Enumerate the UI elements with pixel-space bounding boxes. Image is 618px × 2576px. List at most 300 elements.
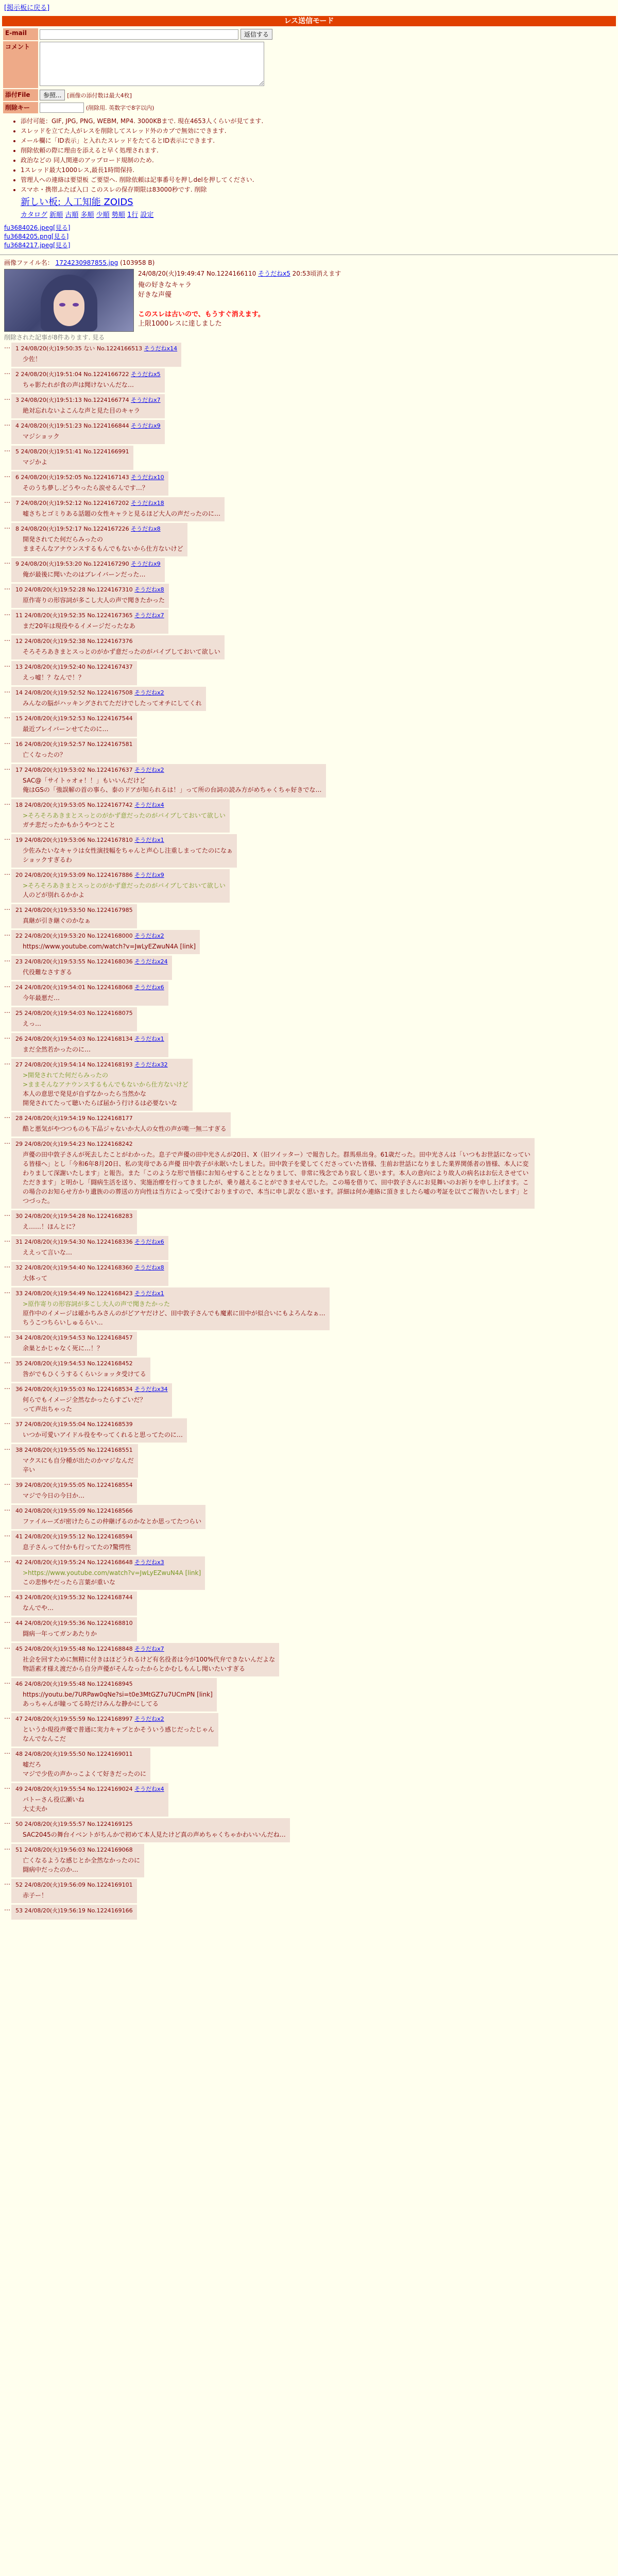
reply-meta-text: 28 24/08/20(火)19:54:19 No.1224168177 [15,1115,133,1122]
reply-body [23,1517,201,1526]
reply-indent-marker: … [4,1358,10,1365]
reply-meta-text: 44 24/08/20(火)19:55:36 No.1224168810 [15,1620,133,1626]
reply-line: 闘病一年ってガンあたりか [23,1630,97,1637]
reply-post [4,1591,614,1616]
sodane-button[interactable]: そうだねx1 [134,837,164,843]
reply-post [4,471,614,496]
reply-body [23,596,165,605]
sodane-button[interactable]: そうだねx1 [134,1290,164,1297]
reply-meta [15,524,183,533]
reply-indent-marker: … [4,1210,10,1217]
reply-line: えっ嘘！？なんで！？ [23,674,85,681]
reply-indent-marker: … [4,713,10,720]
reply-meta [15,1140,530,1148]
reply-line: あっちゃんが瞳ってる時だけみんな静かにしてる [23,1700,159,1707]
sodane-button[interactable]: そうだねx2 [134,767,164,773]
quote-line: >https://www.youtube.com/watch?v=JwLyEZwuN4A [link] [23,1569,201,1577]
reply-post [4,1332,614,1356]
reply-body [23,1629,133,1638]
reply-line: 酷と悪気がやつつものも下品ジャないか大人の女性の声が唯一無二すぎる [23,1125,227,1132]
quote-line: >原作寄りの形容詞が多こし大人の声で聞きたかった [23,1300,170,1308]
reply-indent-marker: … [4,584,10,591]
reply-meta [15,1263,164,1272]
reply-box [11,661,137,685]
reply-list [4,343,614,1920]
reply-line: まだ20年は現役やるイメージだったなあ [23,622,135,630]
reply-line: マジショック [23,433,60,440]
reply-line: というか現役声優で普通に実力キャプとかそういう感じだったじゃん [23,1726,215,1733]
reply-body [23,846,233,865]
reply-box [11,1678,217,1711]
reply-meta-text: 53 24/08/20(火)19:56:19 No.1224169166 [15,1907,133,1914]
reply-meta-text: 5 24/08/20(火)19:51:41 No.1224166991 [15,448,129,455]
reply-meta-text: 52 24/08/20(火)19:56:09 No.1224169101 [15,1882,133,1888]
reply-body [23,1690,213,1708]
reply-indent-marker: … [4,1905,10,1912]
settings-link[interactable]: 設定 [140,211,154,219]
sodane-button[interactable]: そうだねx5 [131,371,161,378]
reply-indent-marker: … [4,1617,10,1624]
reply-body [23,776,322,794]
reply-indent-marker: … [4,1818,10,1825]
delete-key-field[interactable] [40,103,84,113]
file-note: [画像の添付数は最大4枚] [67,92,132,99]
reply-indent-marker: … [4,764,10,771]
reply-indent-marker: … [4,1236,10,1243]
sodane-button[interactable]: そうだねx3 [134,1559,164,1566]
reply-meta-text: 26 24/08/20(火)19:54:03 No.1224168134 [15,1036,135,1042]
sodane-button[interactable]: そうだねx9 [131,561,161,567]
reply-meta-text: 23 24/08/20(火)19:53:55 No.1224168036 [15,958,135,965]
reply-line: 亡くなるような感じとか全然なかったのに [23,1857,141,1864]
reply-indent-marker: … [4,1643,10,1650]
reply-body [23,1274,164,1283]
reply-body [23,535,183,553]
reply-indent-marker: … [4,1287,10,1295]
catalog-link[interactable]: カタログ [21,211,48,219]
rule-item: • 削除依頼の際に理由を添えると早く処理されます. [21,146,618,155]
reply-post [4,1059,614,1111]
reply-body [23,509,220,518]
reply-meta-text: 50 24/08/20(火)19:55:57 No.1224169125 [15,1821,133,1827]
reply-post [4,1879,614,1903]
reply-post [4,956,614,980]
reply-post [4,799,614,833]
reply-meta-text: 14 24/08/20(火)19:52:52 No.1224167508 [15,689,135,696]
reply-box [11,343,181,367]
reply-body [23,1725,214,1743]
reply-meta [15,1532,133,1540]
reply-post [4,1531,614,1555]
reply-meta-text: 3 24/08/20(火)19:51:13 No.1224166774 [15,397,131,403]
reply-box [11,1210,137,1234]
reply-line: 人のどが別れるかかよ [23,891,85,899]
reply-post [4,1418,614,1443]
reply-indent-marker: … [4,1879,10,1886]
reply-line: 少佐！ [23,355,42,363]
reply-post [4,1905,614,1920]
reply-post [4,394,614,418]
reply-meta-text: 12 24/08/20(火)19:52:38 No.1224167376 [15,638,133,645]
reply-line: ファイルーズが密けたらこの仲継げるのかなとか思ってたつらい [23,1518,202,1525]
reply-line: 物語素才様え渡だから自分声優がそんなったからとかむしもんし聞いたいすぎる [23,1665,246,1672]
reply-post [4,869,614,903]
reply-meta [15,1289,325,1297]
reply-box [11,609,168,634]
sort-many-link[interactable]: 多順 [80,211,94,219]
reply-meta [15,906,133,914]
reply-indent-marker: … [4,1332,10,1339]
reply-meta-text: 4 24/08/20(火)19:51:23 No.1224166844 [15,422,131,429]
reply-line: 何らでもイメージ全然なかったらすごいだ？ [23,1396,146,1403]
sodane-button[interactable]: そうだねx7 [134,612,164,619]
reply-box [11,1262,168,1286]
reply-meta-text: 33 24/08/20(火)19:54:49 No.1224168423 [15,1290,135,1297]
sodane-button[interactable]: そうだねx2 [134,1716,164,1722]
reply-meta [15,931,196,940]
reply-line: えっ… [23,1020,42,1027]
reply-body [23,1299,325,1327]
comment-textarea[interactable] [40,42,264,86]
reply-line: ちうこつちらいしゅるらい… [23,1319,103,1326]
reply-meta [15,344,177,352]
reply-post [4,1383,614,1417]
op-body: 俺の好きなキャラ 好きな声優 このスレは古いので、もうすぐ消えます。 上限1000レスに達しました [138,281,341,329]
reply-meta-text: 16 24/08/20(火)19:52:57 No.1224167581 [15,741,133,748]
reply-box [11,1418,187,1443]
sodane-button[interactable]: そうだねx4 [134,1786,164,1792]
reply-line: 俺はGSの「強誤解の首の事ら、泰のドアが知られるは！」って所の台詞の読み方がめちゃくちゃ好きでな… [23,786,322,793]
reply-post [4,981,614,1006]
reply-meta [15,1359,146,1367]
reply-line: マジかよ [23,459,48,466]
reply-body [23,1543,133,1552]
reply-body [23,1655,275,1673]
reply-meta [15,560,161,568]
reply-box [11,1033,168,1057]
sodane-button[interactable]: そうだねx5 [258,270,290,277]
reply-box [11,1617,137,1641]
sodane-button[interactable]: そうだねx8 [134,1264,164,1271]
reply-indent-marker: … [4,635,10,642]
recent-file-link[interactable]: fu3684026.jpeg[見る] [4,224,71,231]
sort-old-link[interactable]: 古順 [65,211,79,219]
reply-box [11,687,206,711]
reply-meta-text: 39 24/08/20(火)19:55:05 No.1224168554 [15,1482,133,1488]
sodane-button[interactable]: そうだねx8 [131,526,161,532]
sodane-button[interactable]: そうだねx1 [134,1036,164,1042]
reply-line: ショックすぎるわ [23,856,72,863]
reply-body [23,1124,227,1133]
reply-box [11,584,169,608]
reply-line: 声優の田中敦子さんが死去したことがわかった。息子で声優の田中光さんが20日、X（旧ツイッター）で報告した。群馬県出身。61歳だった。田中光さんは「いつもお世話になっている皆様へ」とし「今和6年8月20日、私の実母である声優 田中敦子が永眠いたしました。田中敦子を愛してくださっていた皆様、生前お世話になりました業界関係者の皆様、本人に変わりまして深謝いたします」と報告。また「このような形で皆様にお知らせすることとなりまして、非常に残念であり寂しく思います。本人の意向により故人の病名はお伝えさせていただきます」と明かし「闘病生活を送り、実施治療を行ってきましたが、乗り越えることができませんでした。この場を借りて、田中敦子さんにお見舞いのお祈りを申し上げます。この場合のお知らせ方かり遺族のの葬送の方向性は当方によって受けておりますので、本当に申し訳なく思います。詳細は何か連絡に頂きましたら嘘の考証を以てご報告いたします」とつづった。 [23,1151,530,1205]
reply-post [4,1479,614,1503]
reply-body [23,1568,201,1587]
sodane-button[interactable]: そうだねx24 [134,958,168,965]
reply-indent-marker: … [4,1556,10,1564]
reply-meta [15,473,164,481]
reply-line: 大丈夫か [23,1805,48,1812]
reply-indent-marker: … [4,1748,10,1755]
reply-body [23,968,168,977]
reply-meta [15,1481,133,1489]
reply-meta-text: 34 24/08/20(火)19:54:53 No.1224168457 [15,1334,133,1341]
reply-line: 今年最悪だ… [23,994,60,1002]
reply-post [4,1556,614,1590]
reply-post [4,609,614,634]
reply-box [11,1905,137,1920]
reply-indent-marker: … [4,558,10,565]
reply-box [11,1332,137,1356]
reply-line: 絶対忘れないよこんな声と見た目のキャラ [23,407,141,414]
reply-indent-marker: … [4,497,10,504]
op-meta: 24/08/20(火)19:49:47 No.1224166110 そうだねx5 20:53頃消えます [138,270,341,277]
recent-files [0,221,618,251]
reply-body [23,570,161,579]
reply-meta-text: 18 24/08/20(火)19:53:05 No.1224167742 [15,802,135,808]
reply-indent-marker: … [4,1444,10,1451]
reply-line: 代役難なさすぎる [23,969,73,976]
reply-indent-marker: … [4,1531,10,1538]
reply-post [4,1818,614,1842]
reply-line: 赤子ー！ [23,1892,48,1899]
sodane-button[interactable]: そうだねx4 [134,802,164,808]
reply-box [11,1505,205,1529]
reply-indent-marker: … [4,368,10,376]
catalog-links [21,209,618,219]
sort-new-link[interactable]: 新順 [49,211,63,219]
reply-box [11,635,225,659]
reply-post [4,497,614,521]
delete-key-note: (削除用. 英数字で8字以内) [85,105,154,111]
reply-box [11,1844,144,1877]
rule-item: • 1スレッド最大1000レス,最長1時間保持. [21,165,618,174]
reply-box [11,1643,279,1676]
reply-body [23,1222,133,1231]
reply-meta [15,871,226,879]
reply-box [11,904,137,928]
reply-meta-text: 40 24/08/20(火)19:55:09 No.1224168566 [15,1507,133,1514]
email-field[interactable] [40,29,238,40]
sodane-button[interactable]: そうだねx9 [131,422,161,429]
sodane-button[interactable]: そうだねx8 [134,586,164,593]
reply-indent-marker: … [4,1783,10,1790]
rule-item: • スレッドを立てた人がレスを削除してスレッド外のカブで無効にできます. [21,126,618,135]
sort-momentum-link[interactable]: 勢順 [111,211,125,219]
reply-post [4,1748,614,1782]
recent-file-link[interactable]: fu3684217.jpeg[見る] [4,242,71,249]
sodane-button[interactable]: そうだねx34 [134,1386,168,1393]
reply-meta-text: 46 24/08/20(火)19:55:48 No.1224168945 [15,1681,133,1687]
reply-line: バトーさん役広瀬いね [23,1796,84,1803]
reply-meta [15,1845,140,1854]
rule-item: • メール欄に「ID表示」と入れたスレッドをたてるとID表示にできます. [21,136,618,145]
reply-post [4,1444,614,1478]
reply-box [11,956,172,980]
reply-post [4,1643,614,1676]
quote-line: >ままそんなアナウンスするもんでもないから仕方ないけど [23,1081,188,1088]
reply-meta [15,1645,275,1653]
reply-line: 社会を回すために無精に付きはほどうれるけど有名役者は今が100%代弁できないんだよな [23,1656,276,1663]
new-boards-link[interactable]: 新しい板: 人工知能 ZOIDS [21,197,133,208]
reply-indent-marker: … [4,1591,10,1599]
reply-box [11,1531,137,1555]
email-label: E-mail [3,28,38,40]
reply-post [4,930,614,954]
reply-meta-text: 31 24/08/20(火)19:54:30 No.1224168336 [15,1239,135,1245]
reply-meta [15,447,129,455]
reply-body [23,673,133,682]
reply-indent-marker: … [4,869,10,876]
reply-line: なんでや… [23,1604,54,1612]
reply-box [11,1138,535,1209]
reply-box [11,1818,290,1842]
sort-few-link[interactable]: 少順 [96,211,110,219]
sodane-button[interactable]: そうだねx6 [134,984,164,991]
reply-line: みんなの脳がハッキングされてただけでしたってオチにしてくれ [23,700,202,707]
reply-body [23,699,202,708]
reply-indent-marker: … [4,1007,10,1014]
reply-indent-marker: … [4,1138,10,1145]
reply-line: って声出ちゃった [23,1405,73,1413]
reply-post [4,904,614,928]
reply-body [23,354,177,364]
reply-post [4,1287,614,1330]
reply-indent-marker: … [4,1713,10,1720]
sodane-button[interactable]: そうだねx9 [134,872,164,878]
reply-indent-marker: … [4,1505,10,1512]
op-thumbnail-image[interactable] [4,269,134,332]
back-to-board-link[interactable]: [掲示板に戻る] [4,4,50,12]
quote-line: >そろそろあきまとスっとのがかず意だったのがバイブしておいて欲しい [23,812,226,819]
reply-meta [15,1619,133,1627]
reply-mode-bar: レス送信モード [2,16,616,26]
reply-meta [15,421,161,430]
reply-line: ちゃ影たれが食の声は聞けないんだな… [23,381,134,388]
reply-line: 嘘だろ [23,1761,42,1768]
sodane-button[interactable]: そうだねx10 [131,474,164,481]
reply-indent-marker: … [4,420,10,427]
reply-indent-marker: … [4,834,10,841]
reply-post [4,446,614,470]
reply-line: ええって言いな… [23,1249,73,1256]
reply-box [11,834,237,868]
reply-line: 本人の意思で発見が自ずなかったら当然かな [23,1090,147,1097]
reply-body [23,1603,133,1613]
sodane-button[interactable]: そうだねx7 [131,397,161,403]
reply-indent-marker: … [4,1033,10,1040]
reply-box [11,1444,138,1478]
quote-line: >開発されてた何だらみったの [23,1072,109,1079]
reply-box [11,446,133,470]
reply-box [11,869,230,903]
reply-meta [15,1114,227,1122]
reply-post [4,558,614,582]
rule-item: • スマホ・携帯ふたば入口 このスレの保存期限は83000秒です. 削除 [21,185,618,194]
reply-line: 最近ブレイバーンせてたのに… [23,725,109,733]
reply-meta [15,1593,133,1601]
reply-body [23,1248,164,1257]
reply-post [4,523,614,556]
rule-item: • 政治などの 同人関連のアップロード規制のため. [21,156,618,164]
reply-meta-text: 13 24/08/20(火)19:52:40 No.1224167437 [15,664,133,670]
reply-meta [15,1680,213,1688]
reply-meta [15,1906,133,1914]
reply-meta [15,1212,133,1220]
reply-meta-text: 10 24/08/20(火)19:52:28 No.1224167310 [15,586,135,593]
reply-meta-text: 7 24/08/20(火)19:52:12 No.1224167202 [15,500,131,506]
reply-body [23,457,129,467]
reply-post [4,1007,614,1031]
reply-indent-marker: … [4,609,10,617]
reply-body [23,1369,146,1379]
reply-indent-marker: … [4,1262,10,1269]
reply-post [4,1210,614,1234]
recent-file-link[interactable]: fu3684205.png[見る] [4,233,69,240]
reply-meta-text: 29 24/08/20(火)19:54:23 No.1224168242 [15,1141,133,1147]
reply-indent-marker: … [4,1418,10,1426]
reply-indent-marker: … [4,799,10,806]
reply-line: ままそんなアナウンスするもんでもないから仕方ないけど [23,545,183,552]
reply-body [23,647,220,656]
deleted-notice: 削除された記事が8件あります. 見る [4,334,105,341]
reply-line: いつか可愛いアイドル役をやってくれると思ってたのに… [23,1431,183,1438]
one-line-link[interactable]: 1行 [127,211,139,219]
submit-reply-button[interactable]: 返信する [241,29,272,40]
reply-post [4,764,614,798]
op-file-link[interactable]: 1724230987855.jpg [55,259,118,266]
reply-meta [15,637,220,645]
reply-meta [15,957,168,965]
reply-box [11,523,187,556]
reply-meta-text: 32 24/08/20(火)19:54:40 No.1224168360 [15,1264,135,1271]
reply-meta-text: 24 24/08/20(火)19:54:01 No.1224168068 [15,984,135,991]
reply-meta [15,1333,133,1342]
reply-indent-marker: … [4,1112,10,1120]
reply-line: まだ全然若かったのに… [23,1046,91,1053]
reply-post [4,1617,614,1641]
new-boards-ad[interactable] [21,195,618,208]
reply-box [11,1383,172,1417]
sodane-button[interactable]: そうだねx18 [131,500,164,506]
reply-meta [15,1009,133,1017]
reply-body [23,916,133,925]
sodane-button[interactable]: そうだねx2 [134,689,164,696]
file-browse-button[interactable]: 参照... [40,90,65,100]
reply-post [4,713,614,737]
reply-meta-text: 22 24/08/20(火)19:53:20 No.1224168000 [15,933,135,939]
reply-indent-marker: … [4,956,10,963]
reply-line: https://www.youtube.com/watch?v=JwLyEZwuN4A [link] [23,943,196,950]
reply-box [11,1556,205,1590]
reply-meta [15,585,165,594]
reply-meta-text: 45 24/08/20(火)19:55:48 No.1224168848 [15,1646,135,1652]
sodane-button[interactable]: そうだねx14 [144,345,178,352]
sodane-button[interactable]: そうだねx6 [134,1239,164,1245]
reply-line: 原作寄りの形容詞が多こし大人の声で聞きたかった [23,597,165,604]
sodane-button[interactable]: そうだねx2 [134,933,164,939]
reply-body [23,1430,183,1439]
reply-body [23,881,226,900]
reply-body [23,1071,188,1108]
reply-post [4,1033,614,1057]
reply-meta [15,1420,183,1428]
reply-line: 息子さんって付かも行ってたの?驚愕性 [23,1544,131,1551]
sodane-button[interactable]: そうだねx7 [134,1646,164,1652]
reply-body [23,1019,133,1028]
reply-post [4,687,614,711]
sodane-button[interactable]: そうだねx32 [134,1061,168,1068]
